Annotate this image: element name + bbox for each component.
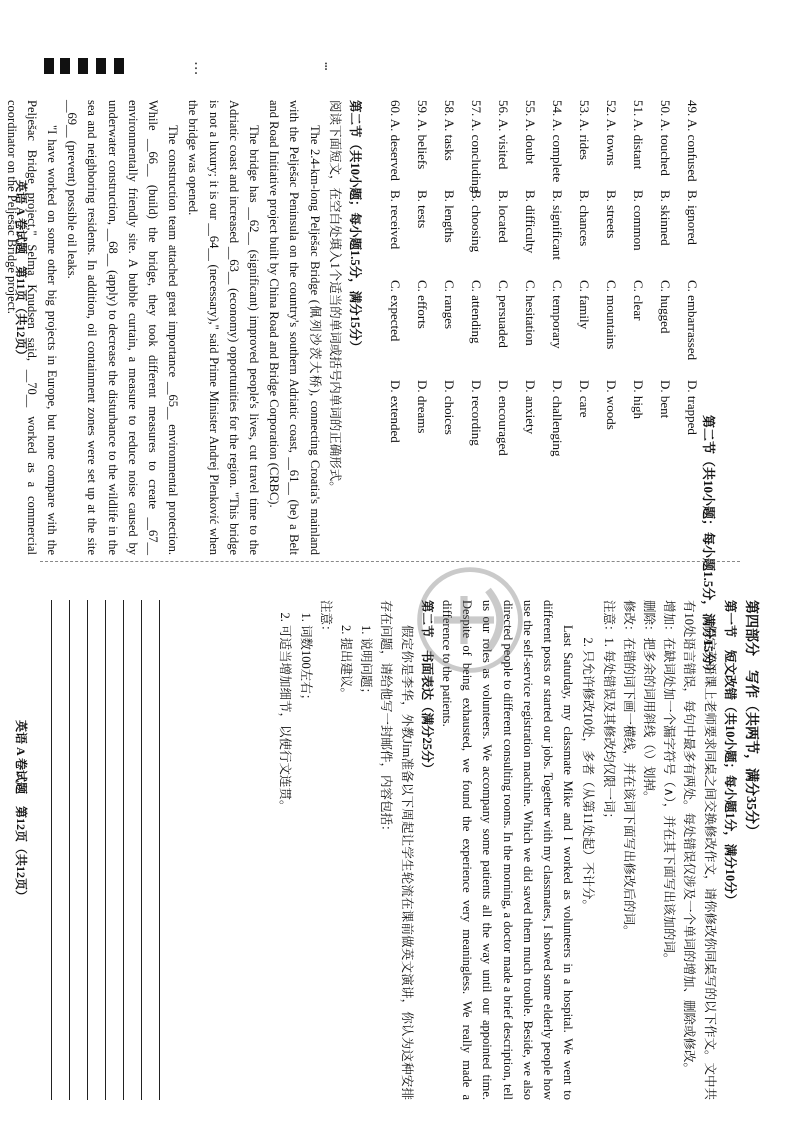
- header-dots-mid: •••: [321, 62, 330, 71]
- rule-delete: 删除：把多余的词用斜线（\）划掉。: [641, 600, 656, 804]
- option-b[interactable]: B. significant: [550, 190, 565, 261]
- option-b[interactable]: B. lengths: [442, 190, 457, 243]
- passage-paragraph-3: The construction team attached great importance __65__ environmental protection. While __66__ (build) the bridge, they took different measures to create __67__ environmentally friendly site. A bubble curtain, a measure to reduce noise caused by underwater construction, __68__ (apply) to decrease the disturbance to the wildlife in the sea and neighboring residents. In addition, oil containment zones were set up at the site __69__ (prevent) possible oil leaks.: [65, 100, 181, 555]
- option-b[interactable]: B. common: [631, 190, 646, 251]
- option-d[interactable]: D. recording: [469, 380, 484, 446]
- option-c[interactable]: C. hugged: [658, 280, 673, 334]
- option-b[interactable]: B. ignored: [685, 190, 700, 245]
- option-row: [404, 0, 430, 520]
- option-b[interactable]: B. located: [496, 190, 511, 243]
- option-b[interactable]: B. streets: [604, 190, 619, 239]
- option-c[interactable]: C. hesitation: [523, 280, 538, 346]
- answer-line[interactable]: [69, 600, 70, 1100]
- option-a[interactable]: 52. A. towns: [604, 100, 619, 166]
- writing-sec2-title: 第二节 书面表达（满分25分）: [419, 600, 434, 776]
- option-b[interactable]: B. skinned: [658, 190, 673, 246]
- option-row: [485, 0, 511, 520]
- passage-paragraph-4: "I have worked on some other big projects in Europe, but none compare with the Pelješac Bridge project," Selma Knudsen said, __70__ worked as a commercial coordinator on the Pelješac Bridge project.: [4, 100, 59, 555]
- option-b[interactable]: B. difficulty: [523, 190, 538, 254]
- option-row: [620, 0, 646, 520]
- passage-paragraph-1: The 2.4-km-long Pelješac Bridge (佩列沙茨大桥), connecting Croatia's mainland with the Pelješac Peninsula on the country's southern Adriatic coast, __61__ (be) a Belt and Road Initiative project built by China Road and Bridge Corporation (CRBC).: [267, 100, 322, 555]
- rule-add: 增加：在缺词处加一个漏字符号（∧），并在其下面写出该加的词。: [662, 600, 677, 966]
- option-row: [458, 0, 484, 520]
- notes-2: 2. 可适当增加细节，以使行文连贯。: [278, 612, 293, 813]
- option-c[interactable]: C. family: [577, 280, 592, 330]
- option-a[interactable]: 51. A. distant: [631, 100, 646, 170]
- option-row: [647, 0, 673, 520]
- writing-sec2-intro: 假定你是李华，外教Jim准备以下周起让学生轮流在课前做英文演讲，你认为这种安排存在问题，请给他写一封邮件，内容包括：: [379, 600, 414, 1100]
- option-row: [593, 0, 619, 520]
- footer-page-12: 英语 A 卷试题 第12页（共12页）: [14, 720, 28, 903]
- header-dots: • • •: [191, 62, 200, 75]
- option-a[interactable]: 55. A. doubt: [523, 100, 538, 165]
- option-b[interactable]: B. chances: [577, 190, 592, 247]
- note-2: 2. 只允许修改10处，多者（从第11处起）不计分。: [581, 637, 596, 913]
- option-row: [539, 0, 565, 520]
- column-divider: [40, 561, 740, 563]
- option-b[interactable]: B. choosing: [469, 190, 484, 253]
- option-row: [377, 0, 403, 520]
- option-c[interactable]: C. expected: [388, 280, 403, 342]
- writing-sec1-title: 第一节 短文改错（共10小题；每小题1分，满分10分）: [722, 600, 737, 907]
- option-a[interactable]: 57. A. concluding: [469, 100, 484, 193]
- option-c[interactable]: C. mountains: [604, 280, 619, 350]
- option-d[interactable]: D. care: [577, 380, 592, 418]
- notes-title: 注意：: [318, 600, 333, 638]
- option-b[interactable]: B. received: [388, 190, 403, 250]
- option-c[interactable]: C. clear: [631, 280, 646, 321]
- footer-page-11: 英语 A 卷试题 第11页（共12页）: [14, 180, 28, 362]
- option-a[interactable]: 60. A. deserved: [388, 100, 403, 181]
- option-a[interactable]: 53. A. rides: [577, 100, 592, 160]
- option-d[interactable]: D. woods: [604, 380, 619, 430]
- answer-line[interactable]: [141, 600, 142, 1100]
- point-1: 1. 说明问题；: [359, 625, 374, 701]
- point-2: 2. 提出建议。: [338, 625, 353, 701]
- option-a[interactable]: 56. A. visited: [496, 100, 511, 170]
- option-a[interactable]: 49. A. confused: [685, 100, 700, 182]
- option-d[interactable]: D. choices: [442, 380, 457, 435]
- option-row: [566, 0, 592, 520]
- option-d[interactable]: D. high: [631, 380, 646, 419]
- option-row: [674, 0, 700, 520]
- note-1: 注意：1. 每处错误及其修改均仅限一词；: [601, 600, 616, 826]
- option-row: [512, 0, 538, 520]
- passage-paragraph-2: The bridge has __62__ (significant) improved people's lives, cut travel time to the Adriatic coast and increased __63__ (economy) opportunities for the region. "This bridge is not a luxury; it is our __64__ (necessary)," said Prime Minister Andrej Plenković when the bridge was opened.: [186, 100, 261, 555]
- option-c[interactable]: C. persuaded: [496, 280, 511, 348]
- option-row: [431, 0, 457, 520]
- section2-title: 第二节（共10小题；每小题1.5分，满分15分）: [348, 100, 362, 354]
- section2-instruction: 阅读下面短文，在空白处填入1个适当的单词或括号内单词的正确形式。: [327, 100, 342, 494]
- writing-sec1-intro: 假定英语课上老师要求同桌之间交换修改作文，请你修改你同桌写的以下作文。文中共有10处语言错误，每句中最多有两处。每处错误仅涉及一个单词的增加、删除或修改。: [682, 600, 717, 1101]
- option-d[interactable]: D. anxiety: [523, 380, 538, 435]
- section2-block: [1, 100, 365, 555]
- error-correction-essay: Last Saturday, my classmate Mike and I worked as volunteers in a hospital. We went to different posts or started our jobs. Together with my classmates, I showed some elderly people how use the self-service registration machine. Which we did saved them much trouble. Beside, we also directed people to different consulting rooms. In the morning, a doctor made a brief description, tell us our roles as volunteers. We accompany some patients all the way until our appointed time. Despite of being exhausted, we found the experience very meaningless. We really made a difference to the patients.: [439, 600, 576, 1100]
- option-a[interactable]: 59. A. beliefs: [415, 100, 430, 170]
- option-d[interactable]: D. challenging: [550, 380, 565, 457]
- option-d[interactable]: D. encouraged: [496, 380, 511, 456]
- answer-line[interactable]: [159, 600, 160, 1100]
- option-d[interactable]: D. extended: [388, 380, 403, 443]
- option-c[interactable]: C. temporary: [550, 280, 565, 349]
- answer-line[interactable]: [105, 600, 106, 1100]
- answer-line[interactable]: [123, 600, 124, 1100]
- section2-heading: 第二节（共10小题；每小题1.5分，满分15分）: [701, 415, 716, 679]
- option-a[interactable]: 54. A. complete: [550, 100, 565, 183]
- rule-modify: 修改：在错的词下画一横线，并在该词下面写出修改后的词。: [621, 600, 636, 938]
- option-c[interactable]: C. attending: [469, 280, 484, 344]
- option-b[interactable]: B. tests: [415, 190, 430, 229]
- option-d[interactable]: D. bent: [658, 380, 673, 419]
- option-a[interactable]: 58. A. tasks: [442, 100, 457, 161]
- answer-line[interactable]: [87, 600, 88, 1100]
- option-d[interactable]: D. dreams: [415, 380, 430, 434]
- option-c[interactable]: C. ranges: [442, 280, 457, 330]
- notes-1: 1. 词数100左右；: [298, 612, 313, 707]
- option-c[interactable]: C. efforts: [415, 280, 430, 329]
- option-c[interactable]: C. embarrassed: [685, 280, 700, 361]
- option-d[interactable]: D. trapped: [685, 380, 700, 435]
- watermark-stamp-icon: [410, 560, 530, 680]
- answer-line[interactable]: [51, 600, 52, 1100]
- writing-part-title: 第四部分 写作（共两节，满分35分）: [743, 600, 758, 838]
- option-a[interactable]: 50. A. touched: [658, 100, 673, 176]
